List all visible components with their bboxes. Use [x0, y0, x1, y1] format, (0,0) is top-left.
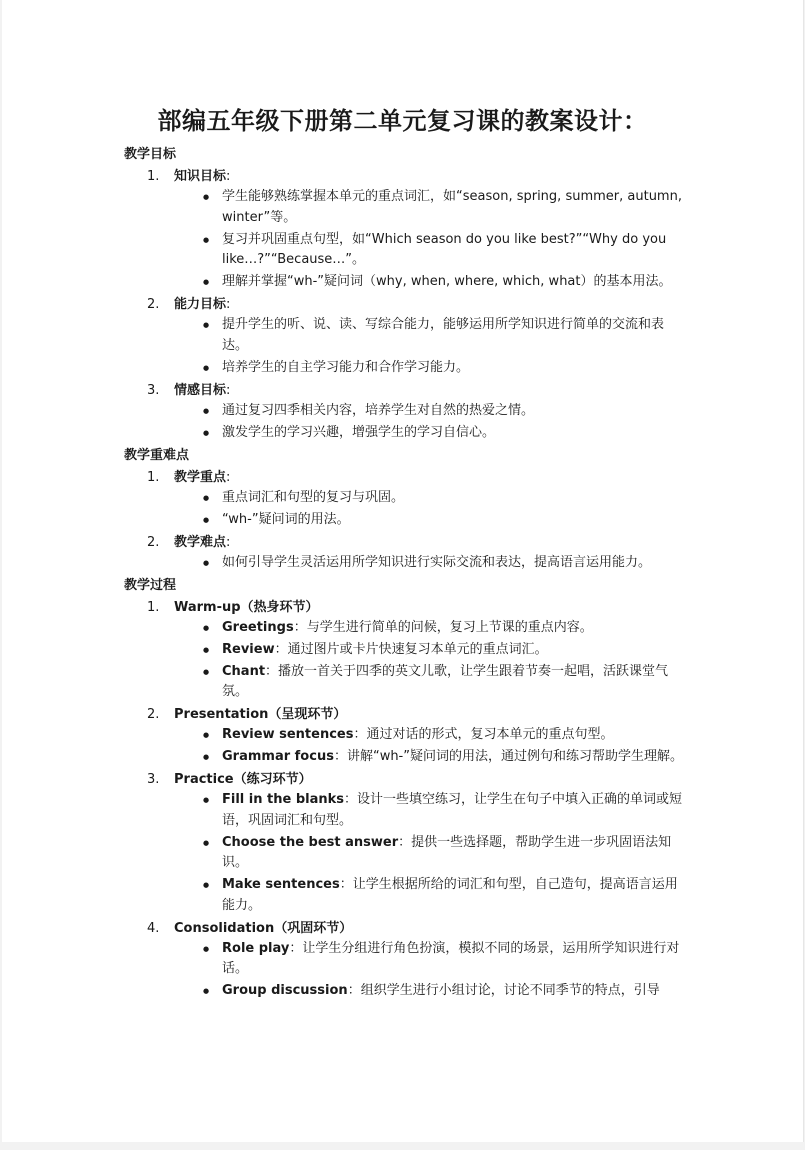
item-number: 3. — [147, 772, 160, 787]
bullet-list — [2, 187, 803, 293]
bullet-item — [222, 315, 687, 356]
item-title: Practice（练习环节） — [174, 772, 312, 787]
bullet-item — [222, 747, 687, 768]
item-title: 知识目标 — [174, 169, 227, 184]
bullet-item — [222, 423, 687, 444]
numbered-item — [147, 704, 803, 725]
bullet-item — [222, 875, 687, 916]
bullet-list — [2, 939, 803, 1002]
bullet-text: 学生能够熟练掌握本单元的重点词汇，如“season, spring, summer, autumn, winter”等。 — [222, 189, 682, 225]
item-suffix: : — [226, 382, 231, 398]
bullet-label: Chant — [222, 663, 266, 679]
bullet-item — [222, 939, 687, 980]
bullet-list — [2, 618, 803, 703]
bullet-text: ：组织学生进行小组讨论，讨论不同季节的特点，引导 — [347, 983, 660, 998]
section-heading: 教学过程 — [124, 577, 177, 593]
item-number: 2. — [147, 707, 160, 722]
bullet-text: ：讲解“wh-”疑问词的用法，通过例句和练习帮助学生理解。 — [333, 749, 683, 764]
item-title: 情感目标 — [174, 382, 227, 398]
bullet-label: Make sentences — [222, 877, 340, 892]
numbered-item — [147, 769, 803, 790]
item-title: Warm-up（热身环节） — [174, 599, 319, 615]
bullet-text: ：播放一首关于四季的英文儿歌，让学生跟着节奏一起唱，活跃课堂气氛。 — [222, 663, 669, 699]
bullet-item — [222, 790, 687, 831]
bullet-text: ：设计一些填空练习，让学生在句子中填入正确的单词或短语，巩固词汇和句型。 — [222, 792, 683, 828]
bullet-label: Fill in the blanks — [222, 792, 344, 807]
bullet-text: 如何引导学生灵活运用所学知识进行实际交流和表达，提高语言运用能力。 — [222, 554, 652, 570]
bullet-list — [2, 725, 803, 768]
item-title: 教学难点 — [174, 534, 227, 550]
bullet-text: ：让学生分组进行角色扮演，模拟不同的场景，运用所学知识进行对话。 — [222, 940, 680, 976]
bullet-list — [2, 315, 803, 378]
bullet-text: 激发学生的学习兴趣，增强学生的学习自信心。 — [222, 424, 496, 440]
bullet-item — [222, 230, 687, 271]
item-number: 3. — [147, 382, 160, 398]
bullet-text: ：与学生进行简单的问候，复习上节课的重点内容。 — [293, 619, 593, 635]
bullet-text: 复习并巩固重点句型，如“Which season do you like best?”“Why do you like…?”“Because…”。 — [222, 231, 667, 267]
bullet-item — [222, 488, 687, 509]
item-suffix: : — [226, 169, 231, 184]
bullet-list — [2, 553, 803, 574]
section-heading: 教学目标 — [124, 147, 177, 162]
bullet-text: ：通过图片或卡片快速复习本单元的重点词汇。 — [274, 641, 548, 657]
bullet-item — [222, 981, 687, 1002]
numbered-item — [147, 380, 803, 401]
numbered-item — [147, 532, 803, 553]
item-suffix: : — [226, 534, 231, 550]
bullet-text: “wh-”疑问词的用法。 — [222, 511, 350, 527]
bullet-label: Choose the best answer — [222, 834, 399, 850]
bullet-label: Group discussion — [222, 983, 348, 998]
bullet-item — [222, 358, 687, 379]
bullet-item — [222, 553, 687, 574]
item-number: 2. — [147, 534, 160, 550]
document-body — [2, 144, 803, 1003]
bullet-item — [222, 662, 687, 703]
bullet-item — [222, 272, 687, 293]
bullet-text: 通过复习四季相关内容，培养学生对自然的热爱之情。 — [222, 402, 535, 418]
item-title: Consolidation（巩固环节） — [174, 920, 353, 936]
document-title: 部编五年级下册第二单元复习课的教案设计： — [157, 107, 648, 135]
bullet-label: Review sentences — [222, 727, 354, 742]
numbered-item — [147, 467, 803, 488]
item-number: 1. — [147, 169, 160, 184]
bullet-text: 理解并掌握“wh-”疑问词（why, when, where, which, what）的基本用法。 — [222, 274, 672, 289]
numbered-item — [147, 597, 803, 618]
bullet-list — [2, 488, 803, 531]
bullet-label: Greetings — [222, 619, 294, 635]
bullet-item — [222, 725, 687, 746]
bullet-item — [222, 833, 687, 874]
section-heading: 教学重难点 — [124, 447, 190, 463]
item-title: Presentation（呈现环节） — [174, 707, 347, 722]
numbered-item — [147, 294, 803, 315]
bullet-text: ：通过对话的形式，复习本单元的重点句型。 — [353, 727, 614, 742]
item-number: 2. — [147, 297, 160, 312]
bullet-list — [2, 401, 803, 444]
bullet-text: 提升学生的听、说、读、写综合能力，能够运用所学知识进行简单的交流和表达。 — [222, 317, 665, 353]
bullet-text: 重点词汇和句型的复习与巩固。 — [222, 489, 405, 505]
bullet-label: Role play — [222, 940, 290, 956]
item-number: 4. — [147, 920, 160, 936]
bullet-text: ：让学生根据所给的词汇和句型，自己造句，提高语言运用能力。 — [222, 877, 678, 913]
bullet-text: ：提供一些选择题，帮助学生进一步巩固语法知识。 — [222, 834, 672, 870]
bullet-item — [222, 640, 687, 661]
item-number: 1. — [147, 599, 160, 615]
bullet-item — [222, 401, 687, 422]
item-title: 教学重点 — [174, 469, 227, 485]
bullet-list — [2, 790, 803, 916]
bullet-text: 培养学生的自主学习能力和合作学习能力。 — [222, 359, 470, 375]
bullet-item — [222, 510, 687, 531]
bullet-label: Review — [222, 641, 275, 657]
item-number: 1. — [147, 469, 160, 485]
bullet-item — [222, 618, 687, 639]
document-page — [2, 0, 804, 1142]
bullet-label: Grammar focus — [222, 749, 334, 764]
numbered-item — [147, 918, 803, 939]
item-suffix: : — [226, 469, 231, 485]
item-suffix: : — [226, 297, 231, 312]
numbered-item — [147, 166, 803, 187]
bullet-item — [222, 187, 687, 228]
item-title: 能力目标 — [174, 297, 227, 312]
